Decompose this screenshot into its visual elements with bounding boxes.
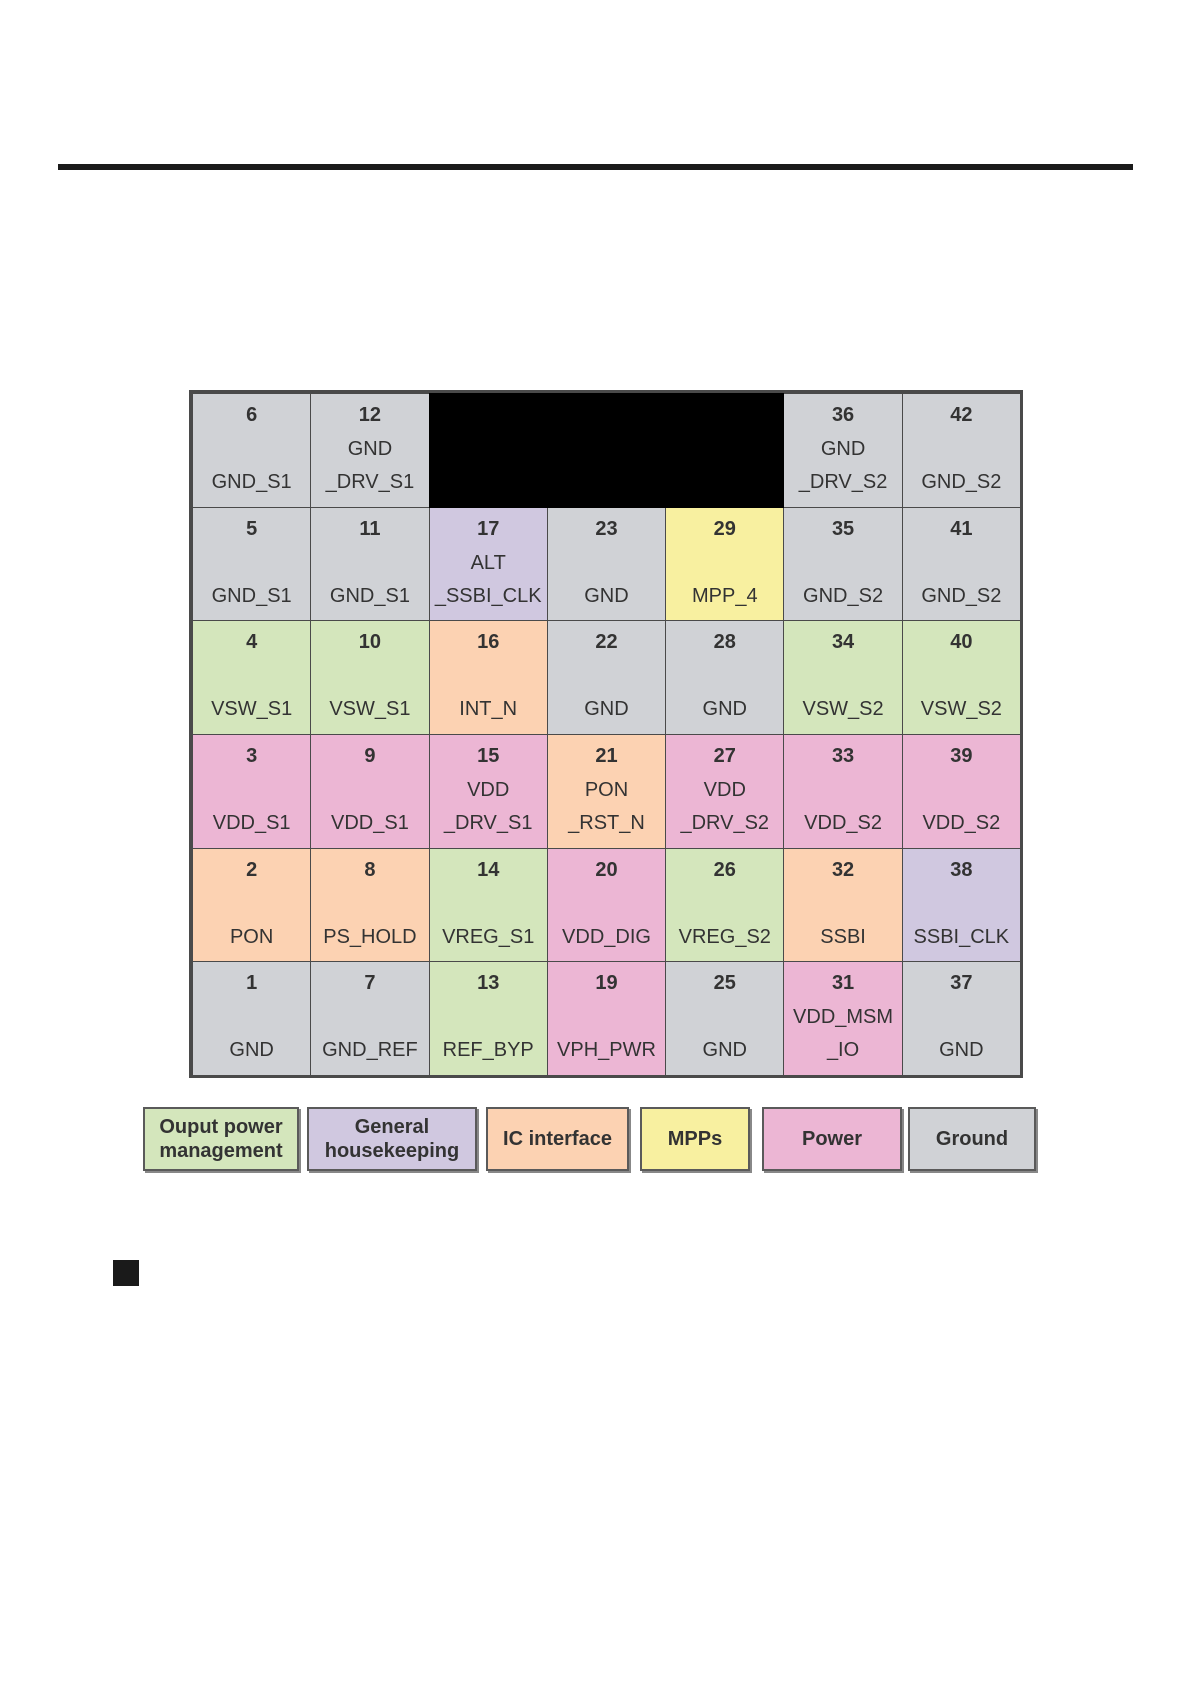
pin-number: 28 bbox=[713, 631, 736, 654]
pin-label-line2: _DRV_S1 bbox=[443, 812, 533, 834]
legend-item-ground bbox=[908, 1107, 1036, 1171]
pin-label-line2: SSBI bbox=[820, 925, 866, 948]
pin-cell bbox=[192, 507, 311, 622]
pin-number: 2 bbox=[246, 858, 258, 881]
pin-number: 37 bbox=[950, 972, 973, 995]
pin-number: 17 bbox=[477, 517, 500, 540]
pin-label-line2: VDD_S1 bbox=[331, 812, 409, 834]
legend-label: IC interface bbox=[503, 1128, 612, 1150]
pin-number: 15 bbox=[477, 745, 500, 767]
pin-number: 39 bbox=[950, 745, 973, 767]
pin-number: 22 bbox=[595, 631, 618, 654]
pin-label-line2: GND bbox=[584, 584, 629, 607]
pin-cell bbox=[310, 393, 429, 508]
legend-label: Power bbox=[801, 1128, 863, 1150]
pin-label-line2: GND_S2 bbox=[921, 584, 1002, 607]
pin-cell bbox=[310, 848, 429, 963]
pin-number: 12 bbox=[358, 404, 382, 426]
pin-number: 33 bbox=[831, 745, 855, 767]
pin-number: 7 bbox=[364, 972, 376, 995]
pin-cell bbox=[429, 734, 548, 849]
pin-cell bbox=[547, 620, 666, 735]
pin-number: 13 bbox=[477, 972, 500, 995]
pin-label-line2: VDD_DIG bbox=[562, 925, 651, 948]
pin-cell bbox=[192, 620, 311, 735]
legend-item-mpps bbox=[640, 1107, 750, 1171]
pin-number: 31 bbox=[831, 972, 855, 995]
pin-label-line2: REF_BYP bbox=[442, 1039, 534, 1062]
pin-label-line2: _DRV_S1 bbox=[325, 471, 415, 493]
legend-label: management bbox=[159, 1140, 283, 1162]
pin-cell bbox=[547, 507, 666, 622]
pin-grid bbox=[189, 390, 1023, 1078]
pin-number: 10 bbox=[358, 631, 382, 654]
pin-label-line2: GND bbox=[584, 698, 629, 721]
pin-label-line1: VDD_MSM bbox=[793, 1006, 894, 1029]
pin-label-line2: VDD_S2 bbox=[804, 812, 882, 834]
pin-label-line2: VSW_S1 bbox=[329, 698, 411, 721]
pin-cell bbox=[902, 848, 1021, 963]
bullet-square-icon bbox=[113, 1260, 139, 1286]
pin-number: 35 bbox=[831, 517, 855, 540]
legend-label: Ouput power bbox=[159, 1116, 283, 1138]
pin-cell bbox=[783, 734, 902, 849]
pin-label-line2: GND_S2 bbox=[921, 471, 1002, 493]
pin-number: 27 bbox=[713, 745, 736, 767]
pin-label-line1: PON bbox=[584, 779, 629, 801]
pin-number: 19 bbox=[595, 972, 618, 995]
pin-cell bbox=[310, 961, 429, 1076]
pin-label-line2: VREG_S1 bbox=[442, 925, 535, 948]
pin-number: 32 bbox=[831, 858, 855, 881]
pin-cell bbox=[429, 620, 548, 735]
legend-label: housekeeping bbox=[324, 1140, 460, 1162]
pin-cell bbox=[665, 848, 784, 963]
pin-label-line2: GND bbox=[702, 698, 747, 721]
pin-number: 40 bbox=[950, 631, 973, 654]
pin-number: 1 bbox=[246, 972, 258, 995]
legend-label: Ground bbox=[935, 1128, 1009, 1150]
pin-label-line2: GND bbox=[939, 1039, 984, 1062]
pin-cell bbox=[547, 848, 666, 963]
pin-label-line2: PON bbox=[229, 925, 274, 948]
pin-number: 29 bbox=[713, 517, 736, 540]
pin-cell bbox=[902, 507, 1021, 622]
pin-cell bbox=[783, 620, 902, 735]
top-rule bbox=[58, 164, 1133, 170]
pin-cell bbox=[665, 620, 784, 735]
pin-number: 26 bbox=[713, 858, 736, 881]
legend-item-power bbox=[762, 1107, 902, 1171]
pin-number: 6 bbox=[246, 404, 258, 426]
pin-label-line2: SSBI_CLK bbox=[913, 925, 1010, 948]
pin-label-line2: _IO bbox=[826, 1039, 860, 1062]
pin-label-line2: _SSBI_CLK bbox=[434, 584, 542, 607]
pin-cell bbox=[310, 507, 429, 622]
pin-number: 36 bbox=[831, 404, 855, 426]
pin-label-line2: VPH_PWR bbox=[557, 1039, 656, 1062]
pin-number: 4 bbox=[246, 631, 258, 654]
pin-number: 41 bbox=[950, 517, 973, 540]
pin-number: 38 bbox=[950, 858, 973, 881]
pin-label-line2: GND_S2 bbox=[803, 584, 884, 607]
pin-label-line2: GND_REF bbox=[322, 1039, 418, 1062]
pin-cell bbox=[665, 961, 784, 1076]
pin-label-line2: _DRV_S2 bbox=[798, 471, 888, 493]
pin-cell bbox=[902, 393, 1021, 508]
pin-label-line2: GND bbox=[229, 1039, 274, 1062]
legend-item-output-power bbox=[143, 1107, 299, 1171]
pin-cell bbox=[429, 507, 548, 622]
pin-cell bbox=[192, 961, 311, 1076]
pin-cell bbox=[783, 507, 902, 622]
pin-cell bbox=[783, 961, 902, 1076]
pin-number: 14 bbox=[477, 858, 500, 881]
pin-cell bbox=[192, 848, 311, 963]
pin-cell bbox=[192, 393, 311, 508]
pin-number: 3 bbox=[246, 745, 258, 767]
pin-label-line2: MPP_4 bbox=[691, 584, 758, 607]
pin-label-line2: _DRV_S2 bbox=[680, 812, 770, 834]
pin-label-line1: VDD bbox=[467, 779, 510, 801]
pin-cell bbox=[902, 620, 1021, 735]
pin-cell bbox=[310, 734, 429, 849]
pin-cell bbox=[783, 848, 902, 963]
pin-cell bbox=[902, 961, 1021, 1076]
pin-label-line2: VSW_S2 bbox=[802, 698, 884, 721]
pin-label-line2: VSW_S2 bbox=[920, 698, 1002, 721]
legend-item-ic-interface bbox=[486, 1107, 629, 1171]
pin-label-line2: INT_N bbox=[459, 698, 518, 721]
pin-label-line2: VDD_S2 bbox=[922, 812, 1001, 834]
pin-label-line1: VDD bbox=[703, 779, 746, 801]
pin-cell bbox=[783, 393, 902, 508]
pin-number: 20 bbox=[595, 858, 618, 881]
pin-cell bbox=[547, 734, 666, 849]
redacted-block bbox=[429, 393, 785, 508]
pin-label-line1: GND bbox=[820, 438, 866, 460]
pin-number: 25 bbox=[713, 972, 736, 995]
pin-cell bbox=[665, 734, 784, 849]
pin-cell bbox=[192, 734, 311, 849]
pin-cell bbox=[429, 848, 548, 963]
pin-label-line1: ALT bbox=[470, 551, 506, 574]
pin-label-line1: GND bbox=[347, 438, 393, 460]
pin-label-line2: VSW_S1 bbox=[211, 698, 293, 721]
pin-label-line2: _RST_N bbox=[568, 812, 645, 834]
pin-label-line2: VDD_S1 bbox=[212, 812, 291, 834]
pin-label-line2: GND bbox=[702, 1039, 747, 1062]
pin-number: 21 bbox=[595, 745, 618, 767]
pin-cell bbox=[547, 961, 666, 1076]
pin-number: 16 bbox=[477, 631, 500, 654]
pin-cell bbox=[429, 961, 548, 1076]
pin-number: 42 bbox=[950, 404, 973, 426]
pin-label-line2: GND_S1 bbox=[211, 471, 292, 493]
legend-item-housekeeping bbox=[307, 1107, 477, 1171]
pin-label-line2: GND_S1 bbox=[211, 584, 292, 607]
pin-cell bbox=[665, 507, 784, 622]
pin-number: 23 bbox=[595, 517, 618, 540]
pin-number: 11 bbox=[359, 517, 381, 540]
legend-label: General bbox=[354, 1116, 430, 1138]
pin-number: 8 bbox=[364, 858, 376, 881]
legend-label: MPPs bbox=[667, 1128, 723, 1150]
pin-label-line2: VREG_S2 bbox=[678, 925, 771, 948]
pin-label-line2: GND_S1 bbox=[329, 584, 410, 607]
pin-number: 5 bbox=[246, 517, 258, 540]
pin-label-line2: PS_HOLD bbox=[323, 925, 417, 948]
pin-cell bbox=[310, 620, 429, 735]
pin-cell bbox=[902, 734, 1021, 849]
pin-number: 34 bbox=[831, 631, 855, 654]
pin-number: 9 bbox=[364, 745, 376, 767]
